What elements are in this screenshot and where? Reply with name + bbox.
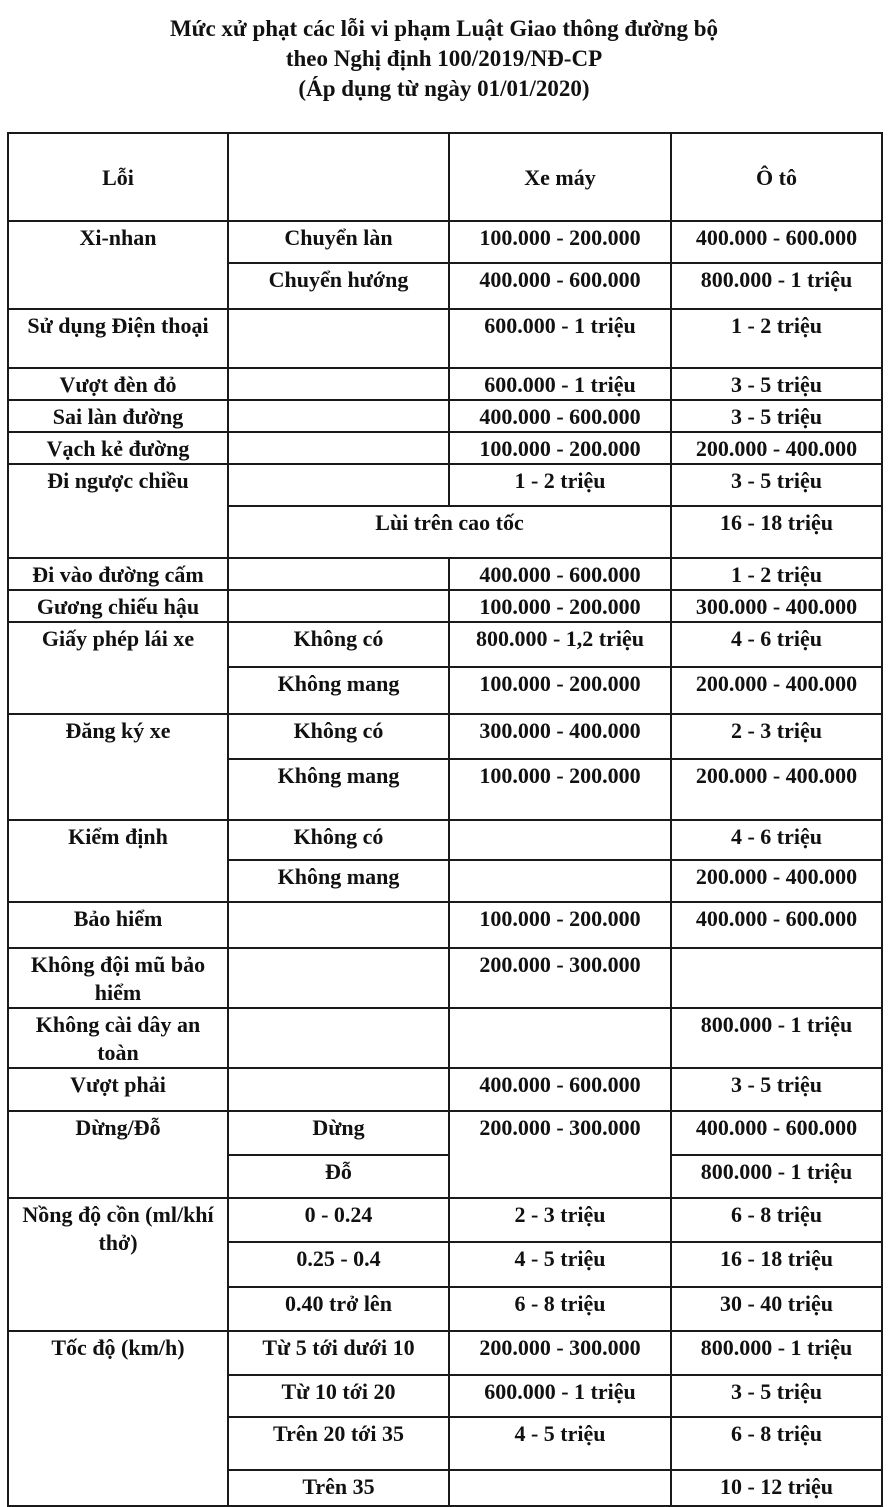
title-line-3: (Áp dụng từ ngày 01/01/2020) — [298, 76, 590, 101]
violation-name: Đi ngược chiều — [8, 464, 228, 558]
car-fine: 400.000 - 600.000 — [671, 221, 882, 263]
car-fine: 200.000 - 400.000 — [671, 759, 882, 820]
motorbike-fine: 800.000 - 1,2 triệu — [449, 622, 671, 667]
violation-detail — [228, 590, 449, 622]
motorbike-fine: 4 - 5 triệu — [449, 1417, 671, 1470]
car-fine: 4 - 6 triệu — [671, 820, 882, 860]
violation-detail: Dừng — [228, 1111, 449, 1155]
table-row — [8, 368, 882, 400]
table-row — [8, 714, 882, 759]
violation-name: Giấy phép lái xe — [8, 622, 228, 714]
violation-detail: Từ 10 tới 20 — [228, 1375, 449, 1417]
violation-name: Xi-nhan — [8, 221, 228, 309]
violation-detail — [228, 558, 449, 590]
motorbike-fine: 100.000 - 200.000 — [449, 759, 671, 820]
violation-name: Bảo hiểm — [8, 902, 228, 948]
car-fine: 3 - 5 triệu — [671, 400, 882, 432]
violation-detail: Từ 5 tới dưới 10 — [228, 1331, 449, 1375]
motorbike-fine: 200.000 - 300.000 — [449, 948, 671, 1008]
table-row — [8, 432, 882, 464]
violation-detail: 0.25 - 0.4 — [228, 1242, 449, 1287]
violation-detail: Không mang — [228, 860, 449, 902]
violation-detail: Trên 20 tới 35 — [228, 1417, 449, 1470]
motorbike-fine: 6 - 8 triệu — [449, 1287, 671, 1331]
car-fine: 3 - 5 triệu — [671, 1375, 882, 1417]
violation-detail: Chuyển hướng — [228, 263, 449, 309]
violation-detail: Không có — [228, 820, 449, 860]
violation-name: Nồng độ cồn (ml/khí thở) — [8, 1198, 228, 1331]
violation-detail: Trên 35 — [228, 1470, 449, 1506]
violation-name: Đăng ký xe — [8, 714, 228, 820]
table-row — [8, 1068, 882, 1111]
car-fine: 1 - 2 triệu — [671, 309, 882, 368]
motorbike-fine — [449, 860, 671, 902]
car-fine: 6 - 8 triệu — [671, 1417, 882, 1470]
car-fine: 200.000 - 400.000 — [671, 432, 882, 464]
table-row — [8, 902, 882, 948]
car-fine: 30 - 40 triệu — [671, 1287, 882, 1331]
table-row — [8, 1008, 882, 1068]
car-fine: 400.000 - 600.000 — [671, 1111, 882, 1155]
header-motorbike: Xe máy — [449, 133, 671, 221]
violation-name: Vượt đèn đỏ — [8, 368, 228, 400]
violation-name: Kiểm định — [8, 820, 228, 902]
table-row — [8, 590, 882, 622]
car-fine: 10 - 12 triệu — [671, 1470, 882, 1506]
header-row — [8, 133, 882, 221]
violation-detail — [228, 309, 449, 368]
table-row — [8, 1198, 882, 1242]
car-fine: 3 - 5 triệu — [671, 464, 882, 506]
violation-name: Tốc độ (km/h) — [8, 1331, 228, 1506]
violation-name: Dừng/Đỗ — [8, 1111, 228, 1198]
motorbike-fine: 400.000 - 600.000 — [449, 263, 671, 309]
car-fine: 800.000 - 1 triệu — [671, 263, 882, 309]
table-row — [8, 948, 882, 1008]
table-row — [8, 400, 882, 432]
motorbike-fine: 400.000 - 600.000 — [449, 400, 671, 432]
car-fine: 4 - 6 triệu — [671, 622, 882, 667]
motorbike-fine: 400.000 - 600.000 — [449, 558, 671, 590]
car-fine: 200.000 - 400.000 — [671, 667, 882, 714]
car-fine: 2 - 3 triệu — [671, 714, 882, 759]
car-fine: 800.000 - 1 triệu — [671, 1008, 882, 1068]
violation-detail: 0.40 trở lên — [228, 1287, 449, 1331]
violation-detail — [228, 432, 449, 464]
motorbike-fine: 100.000 - 200.000 — [449, 590, 671, 622]
table-row — [8, 1111, 882, 1155]
motorbike-fine: 300.000 - 400.000 — [449, 714, 671, 759]
violation-detail — [228, 400, 449, 432]
header-violation: Lỗi — [8, 133, 228, 221]
motorbike-fine: 200.000 - 300.000 — [449, 1111, 671, 1198]
violation-detail — [228, 368, 449, 400]
motorbike-fine: 100.000 - 200.000 — [449, 432, 671, 464]
motorbike-fine — [449, 820, 671, 860]
motorbike-fine: 100.000 - 200.000 — [449, 902, 671, 948]
violation-detail: 0 - 0.24 — [228, 1198, 449, 1242]
violation-name: Sử dụng Điện thoại — [8, 309, 228, 368]
car-fine: 3 - 5 triệu — [671, 1068, 882, 1111]
table-row — [8, 221, 882, 263]
violation-detail — [228, 948, 449, 1008]
header-car: Ô tô — [671, 133, 882, 221]
motorbike-fine: 600.000 - 1 triệu — [449, 368, 671, 400]
motorbike-fine: 100.000 - 200.000 — [449, 221, 671, 263]
motorbike-fine: 4 - 5 triệu — [449, 1242, 671, 1287]
car-fine: 300.000 - 400.000 — [671, 590, 882, 622]
violation-detail: Lùi trên cao tốc — [228, 506, 671, 558]
motorbike-fine — [449, 1470, 671, 1506]
violation-detail: Không có — [228, 622, 449, 667]
violation-detail — [228, 902, 449, 948]
violation-name: Vạch kẻ đường — [8, 432, 228, 464]
motorbike-fine: 200.000 - 300.000 — [449, 1331, 671, 1375]
violation-detail: Không có — [228, 714, 449, 759]
document-title — [0, 14, 888, 104]
violation-name: Sai làn đường — [8, 400, 228, 432]
table-row — [8, 558, 882, 590]
car-fine: 6 - 8 triệu — [671, 1198, 882, 1242]
motorbike-fine: 100.000 - 200.000 — [449, 667, 671, 714]
violation-detail — [228, 1008, 449, 1068]
violation-name: Vượt phải — [8, 1068, 228, 1111]
car-fine — [671, 948, 882, 1008]
motorbike-fine: 2 - 3 triệu — [449, 1198, 671, 1242]
table-row — [8, 622, 882, 667]
motorbike-fine: 600.000 - 1 triệu — [449, 1375, 671, 1417]
title-line-1: Mức xử phạt các lỗi vi phạm Luật Giao thông đường bộ — [169, 16, 719, 41]
violation-detail: Không mang — [228, 667, 449, 714]
motorbike-fine: 400.000 - 600.000 — [449, 1068, 671, 1111]
title-line-2: theo Nghị định 100/2019/NĐ-CP — [285, 46, 603, 71]
car-fine: 1 - 2 triệu — [671, 558, 882, 590]
car-fine: 200.000 - 400.000 — [671, 860, 882, 902]
table-row — [8, 309, 882, 368]
violation-detail: Chuyển làn — [228, 221, 449, 263]
motorbike-fine: 600.000 - 1 triệu — [449, 309, 671, 368]
car-fine: 800.000 - 1 triệu — [671, 1155, 882, 1198]
car-fine: 3 - 5 triệu — [671, 368, 882, 400]
violation-detail — [228, 464, 449, 506]
violation-detail: Đỗ — [228, 1155, 449, 1198]
violation-name: Không cài dây an toàn — [8, 1008, 228, 1068]
violation-detail: Không mang — [228, 759, 449, 820]
table-row — [8, 464, 882, 506]
table-row — [8, 1331, 882, 1375]
violation-name: Không đội mũ bảo hiểm — [8, 948, 228, 1008]
violation-name: Gương chiếu hậu — [8, 590, 228, 622]
violation-name: Đi vào đường cấm — [8, 558, 228, 590]
car-fine: 16 - 18 triệu — [671, 1242, 882, 1287]
table-row — [8, 820, 882, 860]
fines-table — [7, 132, 883, 1507]
header-detail — [228, 133, 449, 221]
motorbike-fine — [449, 1008, 671, 1068]
motorbike-fine: 1 - 2 triệu — [449, 464, 671, 506]
car-fine: 800.000 - 1 triệu — [671, 1331, 882, 1375]
car-fine: 16 - 18 triệu — [671, 506, 882, 558]
violation-detail — [228, 1068, 449, 1111]
car-fine: 400.000 - 600.000 — [671, 902, 882, 948]
